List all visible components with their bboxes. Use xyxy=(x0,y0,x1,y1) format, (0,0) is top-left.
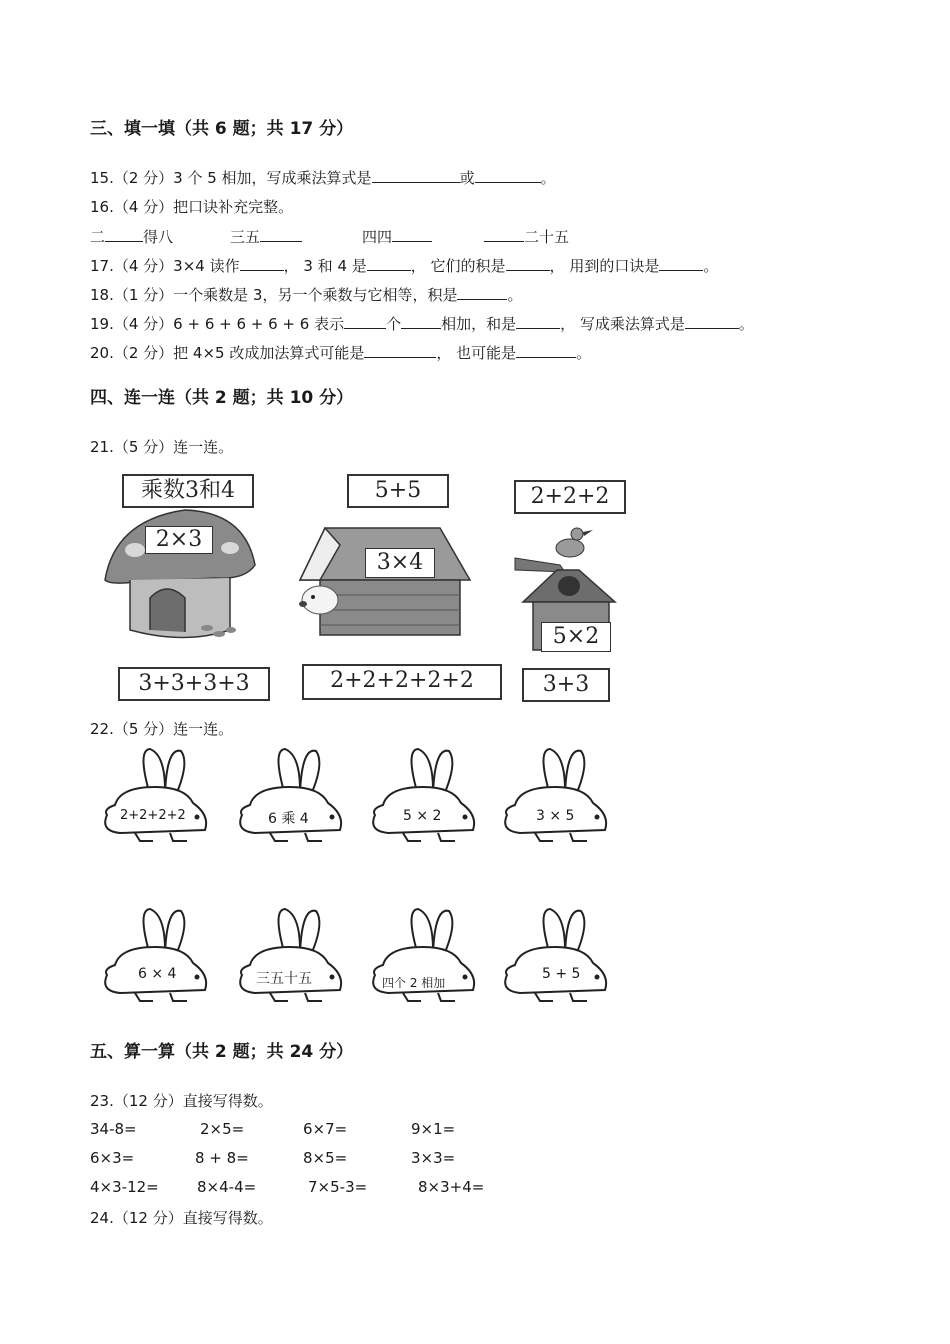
question-18: 18.（1 分）一个乘数是 3，另一个乘数与它相等，积是 。 xyxy=(90,286,523,304)
question-21: 21.（5 分）连一连。 xyxy=(90,438,234,456)
answer-blank[interactable] xyxy=(344,314,386,329)
answer-blank[interactable] xyxy=(372,168,460,183)
calc-cell[interactable]: 3×3= xyxy=(411,1149,456,1167)
rabbit-label-bottom-2: 三五十五 xyxy=(256,971,312,987)
question-22: 22.（5 分）连一连。 xyxy=(90,720,234,738)
calc-cell[interactable]: 34-8= xyxy=(90,1120,137,1138)
answer-blank[interactable] xyxy=(506,256,550,271)
house-label-1: 2×3 xyxy=(145,526,213,554)
top-box-3[interactable]: 2+2+2 xyxy=(514,480,626,514)
answer-blank[interactable] xyxy=(401,314,441,329)
question-23: 23.（12 分）直接写得数。 xyxy=(90,1092,273,1110)
answer-blank[interactable] xyxy=(685,314,739,329)
rabbit-label-top-1: 2+2+2+2 xyxy=(120,808,186,823)
calc-cell[interactable]: 8×5= xyxy=(303,1149,348,1167)
calc-cell[interactable]: 2×5= xyxy=(200,1120,245,1138)
section-4-heading: 四、连一连（共 2 题；共 10 分） xyxy=(90,388,354,408)
answer-blank[interactable] xyxy=(659,256,703,271)
question-19: 19.（4 分）6 + 6 + 6 + 6 + 6 表示 个 相加，和是 ， 写成乘法算式是 。 xyxy=(90,315,754,333)
dog-house-icon xyxy=(299,528,470,635)
top-box-1[interactable]: 乘数3和4 xyxy=(122,474,254,508)
calc-cell[interactable]: 4×3-12= xyxy=(90,1178,159,1196)
answer-blank[interactable] xyxy=(260,227,302,242)
q16-item-4: 二十五 xyxy=(484,226,569,247)
answer-blank[interactable] xyxy=(364,343,436,358)
question-16: 16.（4 分）把口诀补充完整。 xyxy=(90,198,294,216)
q16-item-3: 四四 xyxy=(362,226,432,247)
rabbit-label-top-3: 5 × 2 xyxy=(403,808,442,824)
answer-blank[interactable] xyxy=(367,256,411,271)
rabbit-icon[interactable] xyxy=(505,749,606,841)
answer-blank[interactable] xyxy=(516,343,576,358)
answer-blank[interactable] xyxy=(457,285,507,300)
q16-item-2: 三五 xyxy=(230,226,302,247)
answer-blank[interactable] xyxy=(516,314,560,329)
calc-cell[interactable]: 9×1= xyxy=(411,1120,456,1138)
answer-blank[interactable] xyxy=(484,227,524,242)
bottom-box-1[interactable]: 3+3+3+3 xyxy=(118,667,270,701)
rabbit-label-bottom-3: 四个 2 相加 xyxy=(382,976,446,990)
question-15: 15.（2 分）3 个 5 相加，写成乘法算式是 或 。 xyxy=(90,169,556,187)
bottom-box-3[interactable]: 3+3 xyxy=(522,668,610,702)
rabbit-icon[interactable] xyxy=(105,749,206,841)
question-20: 20.（2 分）把 4×5 改成加法算式可能是 ， 也可能是 。 xyxy=(90,344,592,362)
rabbit-icon[interactable] xyxy=(105,909,206,1001)
rabbit-label-top-4: 3 × 5 xyxy=(536,808,575,824)
rabbit-label-bottom-1: 6 × 4 xyxy=(138,966,177,982)
question-17: 17.（4 分）3×4 读作 ， 3 和 4 是 ， 它们的积是 ， 用到的口诀是 。 xyxy=(90,257,719,275)
answer-blank[interactable] xyxy=(105,227,143,242)
section-3-heading: 三、填一填（共 6 题；共 17 分） xyxy=(90,119,354,139)
bottom-box-2[interactable]: 2+2+2+2+2 xyxy=(302,664,502,700)
calc-cell[interactable]: 6×7= xyxy=(303,1120,348,1138)
section-5-heading: 五、算一算（共 2 题；共 24 分） xyxy=(90,1042,354,1062)
house-label-2: 3×4 xyxy=(365,548,435,578)
answer-blank[interactable] xyxy=(240,256,284,271)
calc-cell[interactable]: 7×5-3= xyxy=(308,1178,368,1196)
rabbit-label-bottom-4: 5 + 5 xyxy=(542,966,581,982)
rabbit-icon[interactable] xyxy=(373,749,474,841)
calc-cell[interactable]: 8×4-4= xyxy=(197,1178,257,1196)
rabbit-label-top-2: 6 乘 4 xyxy=(268,811,309,827)
calc-cell[interactable]: 8 + 8= xyxy=(195,1149,249,1167)
house-label-3: 5×2 xyxy=(541,622,611,652)
calc-cell[interactable]: 6×3= xyxy=(90,1149,135,1167)
calc-cell[interactable]: 8×3+4= xyxy=(418,1178,485,1196)
question-24: 24.（12 分）直接写得数。 xyxy=(90,1209,273,1227)
q16-item-1: 二 得八 xyxy=(90,228,174,246)
top-box-2[interactable]: 5+5 xyxy=(347,474,449,508)
answer-blank[interactable] xyxy=(475,168,541,183)
answer-blank[interactable] xyxy=(392,227,432,242)
rabbit-icon[interactable] xyxy=(505,909,606,1001)
